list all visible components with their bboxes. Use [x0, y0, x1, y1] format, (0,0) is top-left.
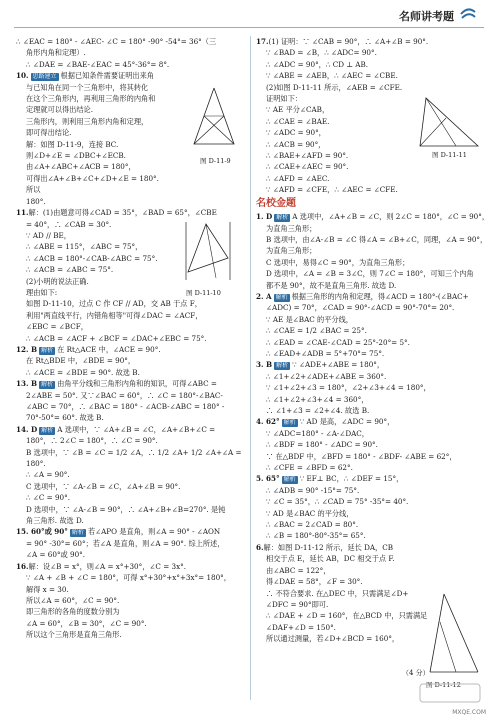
text-line: ∴ ∠DAE = ∠BAE-∠EAC = 45°-36°= 8°.: [26, 59, 170, 69]
text-line: 如图 D-11-10，过点 C 作 CF // AD，交 AB 于点 F，: [26, 299, 202, 309]
text-line: 在 Rt△BDE 中，∠BDE = 90°，: [26, 356, 136, 366]
text-line: ∴ ∠CAE = ∠BAE.: [266, 116, 330, 126]
line-text: 解：如图 D-11-12 所示，延长 DA，CB: [263, 542, 394, 552]
question-number: 17.: [256, 37, 269, 46]
watermark-text: MXQE.COM: [452, 709, 486, 716]
figure-caption-d-11-11: 图 D-11-11: [432, 151, 467, 159]
question-number: 10.: [16, 71, 29, 81]
brand-logo-icon: [458, 4, 478, 24]
text-line: ∵ ∠ADC=180° - ∠A-∠DAC，: [266, 428, 369, 438]
text-line: ∴ 不符合要求. 在△DEC 中，只需满足∠D+: [266, 588, 409, 598]
figure-caption-d-11-10: 图 D-11-10: [186, 289, 221, 297]
answer-tag: 解析: [41, 426, 54, 434]
text-line: ∴ ∠AFD = ∠AEC.: [266, 173, 330, 183]
text-line: [16, 561, 248, 572]
figure-d-11-11: [416, 96, 486, 150]
text-line: ∵ ∠A + ∠B + ∠C = 180°，可得 x°+30°+x°+3x°= 180°，: [26, 573, 231, 583]
text-line: 180°，∴ 2∠C = 180°，∴ ∠C = 90°.: [26, 436, 158, 446]
text-line: 可得出∠A+∠B+∠C+∠D+∠E = 180°.: [26, 173, 159, 183]
text-line: 即可得出结论.: [26, 128, 72, 138]
text-line: 理由如下:: [26, 287, 58, 297]
text-line: ∴ ∠BAC = 2∠CAD = 80°.: [266, 520, 359, 530]
text-line: 三角形内，则利用三角形内角和定理，: [26, 116, 149, 126]
answer-tag: 解析: [41, 346, 54, 354]
text-line: 解：如图 D-11-9，连接 BC.: [26, 139, 119, 149]
answer-tag: 解析: [71, 529, 84, 537]
line-text: 根据三角形的内角和定理，得∠ACD = 180°-(∠BAC+: [291, 291, 469, 301]
text-line: 为直角三角形；: [266, 246, 317, 256]
text-line: ∴ ∠ACB = 180°-∠CAB-∠ABC = 75°.: [26, 253, 158, 263]
text-line: 所以: [26, 185, 41, 195]
text-line: 相交于点 E，延长 AB，DC 相交于点 F.: [266, 554, 395, 564]
answer-tag: 解析: [276, 362, 289, 370]
text-line: B 选项中，∵ ∠B = ∠C = 1/2 ∠A，∴ 1/2 ∠A+ 1/2 ∠A+∠A =: [26, 447, 242, 457]
text-line: ∠EBC = ∠BCF，: [26, 322, 88, 332]
text-line: ∴ ∠A = 90°.: [26, 470, 70, 480]
text-line: ∴ ∠ADB = 90° -15°= 75°.: [266, 485, 360, 495]
text-line: ∴ ∠ACE = ∠BDE = 90°. 故选 B.: [26, 367, 140, 377]
text-line: C 选项中，∵ ∠A-∠B = ∠C，∠A+∠B = 90°.: [26, 481, 181, 491]
figure-d-11-9: [190, 86, 238, 150]
text-line: 180°.: [26, 459, 46, 469]
text-line: ∵ AE 平分∠CAB，: [266, 105, 330, 115]
text-line: 利用"两直线平行，内错角相等"可得∠DAC = ∠ACF，: [26, 310, 203, 320]
text-line: 即三角形的各角的度数分别为: [26, 607, 120, 617]
text-line: ∴ ∠1+∠3 = ∠2+∠4. 故选 B.: [266, 406, 370, 415]
line-text: 在 Rt△ACE 中，∠ACE = 90°.: [57, 344, 161, 354]
text-line: C 选项中，易得∠C = 90°，为直角三角形；: [266, 257, 410, 267]
figure-d-11-10: [176, 218, 242, 286]
text-line: ∠ADC) = 70°，∠CAD = 90°-∠ACD = 90°-70°= 20°.: [266, 303, 455, 313]
text-line: ∵ ∠C = 35°，∴ ∠CAD = 75° -35°= 40°.: [266, 497, 409, 507]
text-line: ∵ 在△BDF 中，∠BFD = 180° - ∠BDF- ∠ABE = 62°，: [266, 451, 457, 461]
figure-caption-d-11-9: 图 D-11-9: [200, 157, 231, 165]
text-line: [16, 207, 217, 218]
text-line: 所以这个三角形是直角三角形.: [26, 630, 122, 640]
watermark-logo-icon: [418, 680, 482, 710]
text-line: 角三角形. 故选 D.: [26, 516, 84, 526]
text-line: 180°.: [26, 196, 46, 206]
text-line: [256, 211, 490, 222]
text-line: ∴ ∠ACB = 90°，: [266, 139, 326, 149]
text-line: 70°-50°= 60°. 故选 B.: [26, 413, 104, 423]
text-line: [16, 424, 248, 435]
text-line: = 90° -30°= 60°；若∠A 是直角，则∠A = 90°. 综上所述，: [26, 538, 225, 548]
text-line: ∠ABC = 70°，∴ ∠BAC = 180° - ∠ACB-∠ABC = 180° -: [26, 402, 225, 411]
text-line: [16, 526, 248, 537]
text-line: D 选项中，∵ ∠A-∠B = 90°，∴ ∠A+∠B+∠B=270°. 是钝: [26, 504, 226, 514]
text-line: ∴ ∠ACB = ∠ABC = 75°.: [26, 265, 114, 275]
text-line: ∴ ∠CAE = 1/2 ∠BAC = 25°.: [266, 326, 367, 336]
text-line: ∵ AD // BE，: [26, 230, 71, 240]
score-mark: （4 分）: [402, 669, 430, 677]
text-line: ∴ ∠B = 180°-80°-35°= 65°.: [266, 531, 366, 541]
line-text: 解：(1)由题意可得∠CAD = 35°，∠BAD = 65°，∠CBE: [28, 208, 217, 218]
question-number: 11.: [16, 208, 29, 218]
text-line: ∴ ∠EAD = ∠CAE-∠CAD = 25°-20°= 5°.: [266, 337, 410, 347]
question-number: 14. D: [16, 424, 38, 434]
text-line: 都不是 90°，故不是直角三角形. 故选 D.: [266, 280, 397, 290]
text-line: [256, 416, 484, 427]
line-text: 根据已知条件需要证明出来角: [60, 71, 154, 81]
answer-tag: 思路建立: [32, 73, 57, 81]
text-line: B 选项中，由∠A-∠B = ∠C 得∠A = ∠B+∠C，同理，∠A = 90°，: [266, 234, 488, 244]
text-line: ∠DAF+∠D = 150°.: [266, 622, 336, 632]
header-rule: [14, 27, 484, 28]
line-text: (1) 证明：∵ ∠CAB = 90°，∴ ∠A+∠B = 90°.: [268, 37, 429, 46]
answer-tag: 解析: [41, 381, 54, 389]
text-line: (2)小明的说法正确.: [26, 276, 89, 286]
text-line: ∴ ∠1+∠2+∠3+∠4 = 360°，: [266, 394, 369, 404]
text-line: 角形内角和定理）.: [26, 48, 86, 58]
column-divider: [250, 36, 251, 700]
text-line: [16, 344, 248, 355]
text-line: ∠A = 60°，∠B = 30°，∠C = 90°.: [26, 618, 147, 628]
brand-title: 名师讲考题: [399, 10, 454, 23]
line-text: ∵ EF⊥ BC，∴ ∠DEF = 15°，: [299, 474, 404, 484]
text-line: 为直角三角形；: [266, 223, 317, 233]
text-line: ∴ ∠ADC = 90°，∴ CD ⊥ AB.: [266, 59, 369, 69]
figure-d-11-12: [422, 592, 484, 678]
question-number: 12. B: [16, 344, 38, 354]
text-line: ∴ ∠BAE+∠AFD = 90°.: [266, 151, 349, 161]
text-line: 定理就可以得出结论.: [26, 105, 93, 115]
section-heading: 名校金题: [256, 197, 296, 209]
question-number: 1. D: [256, 212, 273, 222]
question-number: 3. B: [256, 360, 273, 370]
line-text: A 选项中，∵ ∠A+∠B = ∠C，∠A+∠B+∠C =: [57, 424, 216, 434]
text-line: ∴ ∠1+∠2+∠ADE+∠ABE = 360°.: [266, 371, 387, 381]
text-line: 由∠ABC = 122°，: [266, 565, 331, 575]
text-line: ∵ ∠1+∠2+∠3 = 180°，∠2+∠3+∠4 = 180°，: [266, 383, 431, 393]
text-line: ∵ AE 是∠BAC 的平分线，: [266, 314, 353, 324]
text-line: ∴ ∠C = 90°.: [26, 493, 70, 503]
text-line: ∵ ∠BAD = ∠B，∴ ∠ADC= 90°.: [266, 48, 377, 58]
text-line: [16, 378, 248, 389]
page-header: [0, 0, 500, 30]
text-line: ∠A = 60°或 90°.: [26, 550, 86, 560]
text-line: 解得 x = 30.: [26, 584, 69, 594]
line-text: 解：设∠B = x°，则∠A = x°+30°，∠C = 3x°.: [28, 561, 187, 571]
line-text: 若∠APO 是直角，则∠A = 90° - ∠AON: [87, 527, 221, 537]
text-line: 所以∠A = 60°，∠C = 90°.: [26, 595, 120, 605]
text-line: ∵ ∠ABE = ∠AEB，∴ ∠AEC = ∠CBE.: [266, 71, 398, 81]
text-line: ∴ ∠DAE + ∠D = 160°，在△BCD 中，只需满足: [266, 611, 428, 621]
answer-tag: 解析: [275, 293, 288, 301]
answer-tag: 解析: [283, 476, 296, 484]
text-line: 得∠DAE = 58°，∠F = 30°.: [266, 577, 363, 587]
text-line: [16, 70, 184, 81]
text-line: ∴ ∠CFE = ∠BFD = 62°.: [266, 463, 353, 473]
text-line: [256, 542, 484, 553]
text-line: ∴ ∠BDF = 180° - ∠ADC = 90°.: [266, 440, 378, 450]
question-number: 15. 60°或 90°: [16, 527, 68, 537]
text-line: [256, 473, 484, 484]
text-line: D 选项中，∠A = ∠B = 3∠C，则 7∠C = 180°，可知三个内角: [266, 269, 474, 279]
text-line: ∴ ∠CAE+∠AEC = 90°.: [266, 162, 349, 172]
text-line: [256, 359, 484, 370]
question-number: 5. 65°: [256, 474, 280, 484]
line-text: ∵ AD 是高，∠ADC = 90°，: [299, 417, 395, 427]
line-text: A 选项中，∠A+∠B = ∠C，则 2∠C = 180°，∠C = 90°，: [292, 212, 490, 222]
text-line: 所以通过测量，若∠D+∠BCD = 160°，: [266, 634, 400, 644]
text-line: ∵ ∠AFD = ∠CFE，∴ ∠AEC = ∠CFE.: [266, 185, 398, 195]
text-line: [256, 36, 484, 47]
text-line: ∴ ∠EAD+∠ADB = 5°+70°= 75°.: [266, 348, 385, 358]
line-text: 由角平分线和三角形内角和的知识，可得∠ABC =: [57, 379, 217, 389]
text-line: ∠DFC = 90°即可.: [266, 599, 329, 609]
answer-tag: 解析: [283, 419, 296, 427]
question-number: 16.: [16, 561, 29, 571]
text-line: = 40°，∴ ∠CAB = 30°.: [26, 219, 112, 229]
text-line: ∴ ∠ABE = 115°，∠ABC = 75°，: [26, 242, 143, 252]
question-number: 6.: [256, 542, 264, 552]
text-line: 则∠D+∠E = ∠DBC+∠ECB.: [26, 151, 126, 161]
line-text: ∵ ∠ADE+∠ABE = 180°，: [292, 360, 385, 370]
text-line: ∴ ∠ACB = ∠ACF + ∠BCF = ∠DAC+∠EBC = 75°.: [26, 333, 207, 343]
answer-tag: 解析: [276, 214, 289, 222]
text-line: ∵ AD 是∠BAC 的平分线，: [266, 508, 354, 518]
question-number: 13. B: [16, 379, 38, 389]
text-line: ∵ ∠ADC = 90°，: [266, 128, 326, 138]
question-number: 2. A: [256, 291, 272, 301]
text-line: 2∠ABE = 50°. 又∵∠BAC = 60°，∴ ∠C = 180°-∠BAC-: [26, 390, 223, 400]
question-number: 4. 62°: [256, 417, 280, 427]
text-line: 证明如下：: [266, 94, 302, 104]
text-line: [256, 291, 484, 302]
text-line: 由∠A+∠ABC+∠ACB = 180°，: [26, 162, 136, 172]
text-line: (2)如图 D-11-11 所示，∠AEB = ∠CFE.: [266, 82, 403, 92]
figure-caption-d-11-12: 图 D-11-12: [426, 681, 461, 689]
text-line: ∴ ∠EAC = 180° - ∠AEC- ∠C = 180° -90° -54°= 36°（三: [16, 37, 217, 46]
text-line: 与已知角在同一个三角形中，将其转化: [26, 82, 149, 92]
text-line: 在这个三角形内，再利用三角形的内角和: [26, 94, 156, 104]
